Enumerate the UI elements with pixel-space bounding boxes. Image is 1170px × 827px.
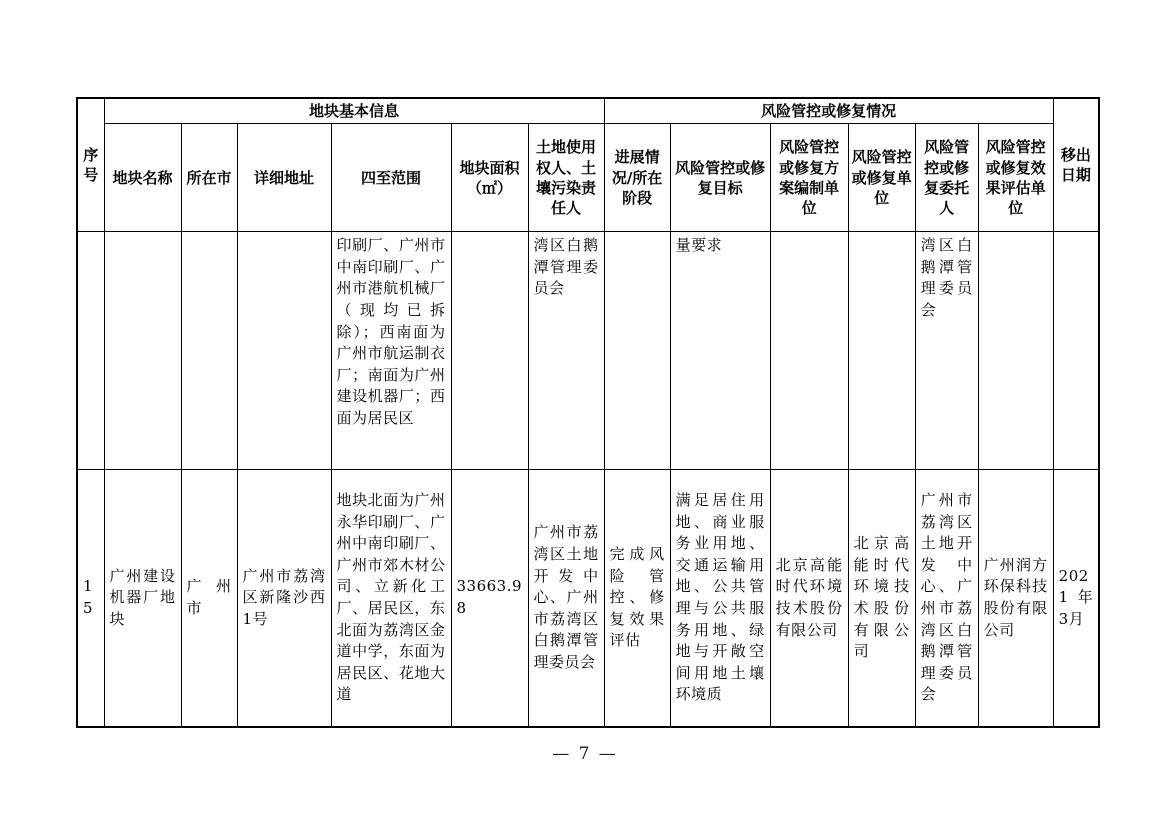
cell-address	[237, 232, 331, 470]
cell-owner: 广州市荔湾区土地开发中心、广州市荔湾区白鹅潭管理委员会	[528, 470, 604, 727]
header-repair-unit: 风险管控或修复单位	[848, 124, 915, 232]
header-owner: 土地使用权人、土壤污染责任人	[528, 124, 604, 232]
cell-repair-unit: 北京高能时代环境技术股份有限公司	[848, 470, 915, 727]
header-serial: 序号	[77, 98, 104, 232]
cell-boundary: 印刷厂、广州市中南印刷厂、广州市港航机械厂（现均已拆除）；西南面为广州市航运制衣厂；南面为广州建设机器厂；西面为居民区	[331, 232, 451, 470]
cell-serial: 15	[77, 470, 104, 727]
cell-assess-unit: 广州润方环保科技股份有限公司	[978, 470, 1053, 727]
page-number: — 7 —	[552, 744, 618, 764]
table-row-15	[77, 470, 1099, 727]
group-header-risk-info: 风险管控或修复情况	[604, 98, 1053, 124]
cell-name: 广州建设机器厂地块	[104, 470, 181, 727]
cell-client: 湾区白鹅潭管理委员会	[915, 232, 978, 470]
header-goal: 风险管控或修复目标	[670, 124, 770, 232]
header-city: 所在市	[181, 124, 237, 232]
header-removal-date: 移出日期	[1053, 98, 1099, 232]
header-assess-unit: 风险管控或修复效果评估单位	[978, 124, 1053, 232]
cell-city: 广州市	[181, 470, 237, 727]
cell-assess-unit	[978, 232, 1053, 470]
cell-repair-unit	[848, 232, 915, 470]
table-column-header-row	[77, 124, 1099, 232]
table-row-continuation	[77, 232, 1099, 470]
cell-area	[451, 232, 528, 470]
cell-progress: 完成风险管控、修复效果评估	[604, 470, 670, 727]
header-address: 详细地址	[237, 124, 331, 232]
group-header-basic-info: 地块基本信息	[104, 98, 604, 124]
header-progress: 进展情况/所在阶段	[604, 124, 670, 232]
cell-city	[181, 232, 237, 470]
cell-name	[104, 232, 181, 470]
table-group-header-row	[77, 98, 1099, 124]
cell-removal-date: 2021年3月	[1053, 470, 1099, 727]
cell-serial	[77, 232, 104, 470]
cell-address: 广州市荔湾区新隆沙西1号	[237, 470, 331, 727]
header-plan-unit: 风险管控或修复方案编制单位	[770, 124, 848, 232]
cell-removal-date	[1053, 232, 1099, 470]
cell-goal: 量要求	[670, 232, 770, 470]
cell-area: 33663.98	[451, 470, 528, 727]
header-boundary: 四至范围	[331, 124, 451, 232]
cell-plan-unit: 北京高能时代环境技术股份有限公司	[770, 470, 848, 727]
cell-plan-unit	[770, 232, 848, 470]
table-container	[76, 97, 1100, 728]
cell-boundary: 地块北面为广州永华印刷厂、广州中南印刷厂、广州市郊木材公司、立新化工厂、居民区，东北面为荔湾区金道中学，东面为居民区、花地大道	[331, 470, 451, 727]
header-area: 地块面积（㎡）	[451, 124, 528, 232]
cell-goal: 满足居住用地、商业服务业用地、交通运输用地、公共管理与公共服务用地、绿地与开敞空间用地土壤环境质	[670, 470, 770, 727]
remediation-table	[76, 97, 1100, 728]
header-client: 风险管控或修复委托人	[915, 124, 978, 232]
cell-progress	[604, 232, 670, 470]
cell-client: 广州市荔湾区土地开发中心、广州市荔湾区白鹅潭管理委员会	[915, 470, 978, 727]
header-name: 地块名称	[104, 124, 181, 232]
cell-owner: 湾区白鹅潭管理委员会	[528, 232, 604, 470]
